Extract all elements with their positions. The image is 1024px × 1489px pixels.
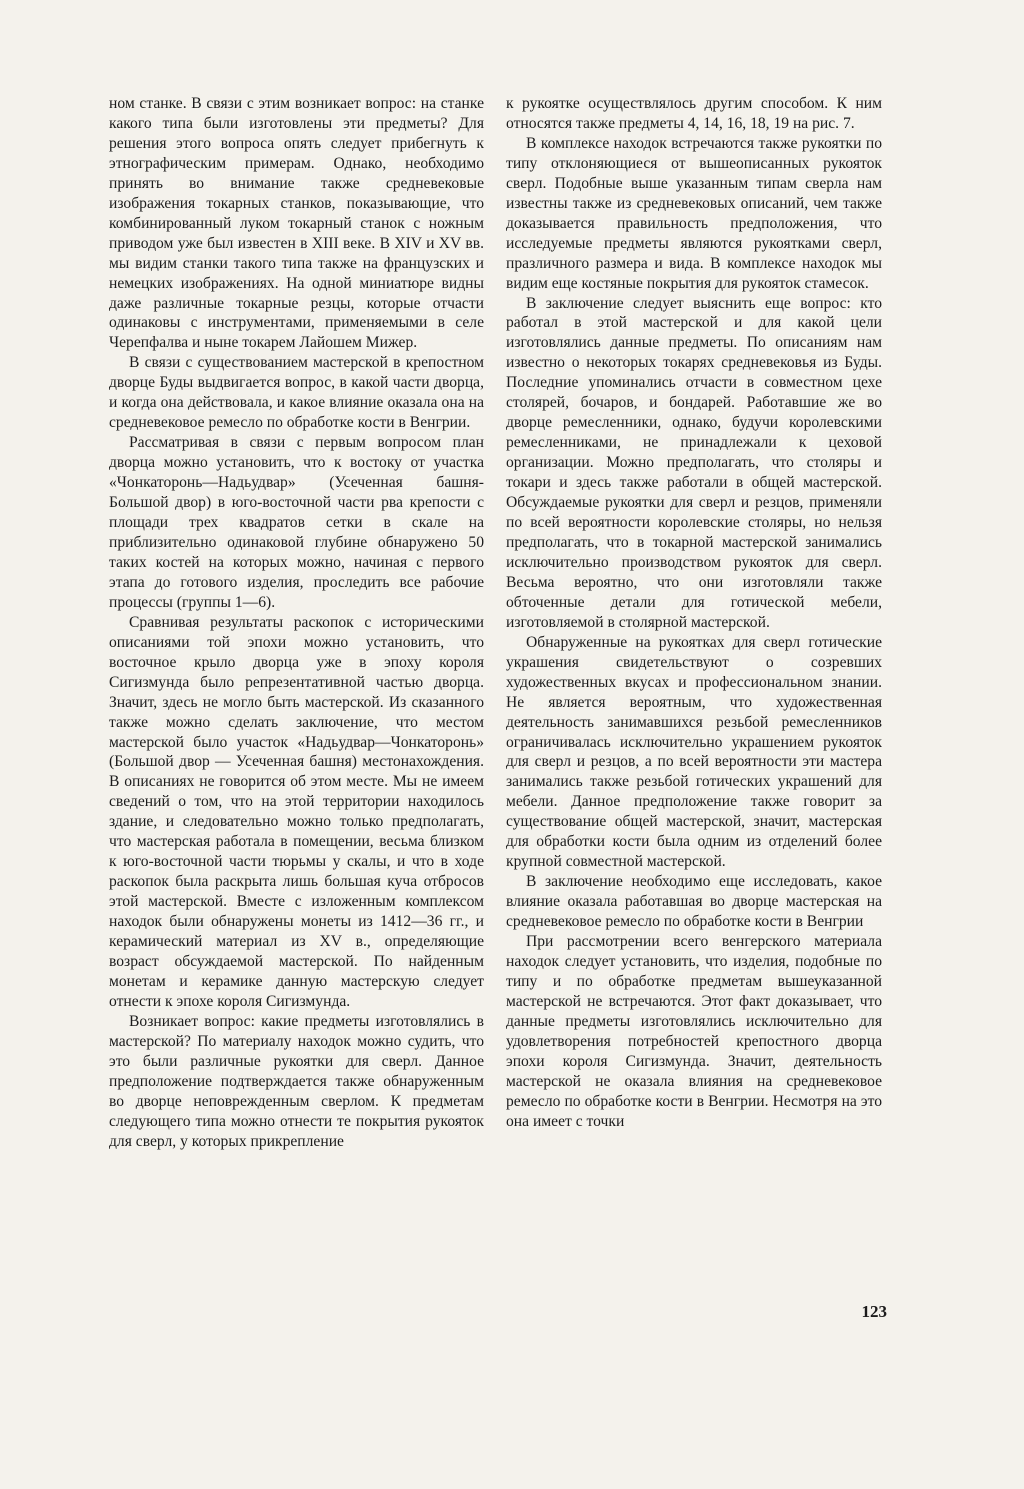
page-number: 123: [861, 1302, 887, 1321]
paragraph: Обнаруженные на рукоятках для сверл готические украшения свидетельствуют о созревших художественных вкусах и профессиональном знании. Не является вероятным, что художественная деятельность занимавшихся резьбой ремесленников ограничивалась исключительно украшением рукояток для сверл и резцов, а по всей вероятности эти мастера занимались также резьбой готических украшений для мебели. Данное предположение также говорит за существование общей мастерской, значит, мастерская для обработки кости была одним из отделений более крупной совместной мастерской.: [506, 633, 882, 871]
paragraph: В заключение следует выяснить еще вопрос: кто работал в этой мастерской и для какой цели изготовлялись данные предметы. По описаниям нам известно о некоторых токарях средневековья из Буды. Последние упоминались отчасти в совместном цехе столярей, бочаров, и бондарей. Работавшие же во дворце ремесленники, однако, будучи королевскими ремесленниками, не принадлежали к цеховой организации. Можно предполагать, что столяры и токари и здесь также работали в общей мастерской. Обсуждаемые рукоятки для сверл и резцов, применяли по всей вероятности королевские столяры, но нельзя предполагать, что в токарной мастерской занимались исключительно производством рукояток для сверл. Весьма вероятно, что они изготовляли также обточенные детали для готической мебели, изготовляемой в столярной мастерской.: [506, 294, 882, 631]
paragraph: В связи с существованием мастерской в крепостном дворце Буды выдвигается вопрос, в какой части дворца, и когда она действовала, и какое влияние оказала она на средневековое ремесло по обработке кости в Венгрии.: [109, 354, 484, 432]
paragraph: к рукоятке осуществлялось другим способом. К ним относятся также предметы 4, 14, 16, 18, 19 на рис. 7.: [506, 95, 882, 132]
right-text-column: [506, 94, 882, 1132]
paragraph: ном станке. В связи с этим возникает вопрос: на станке какого типа были изготовлены эти предметы? Для решения этого вопроса опять следует прибегнуть к этнографическим примерам. Однако, необходимо принять во внимание также средневековые изображения токарных станков, показывающие, что комбинированный луком токарный станок с ножным приводом уже был известен в XIII веке. В XIV и XV вв. мы видим станки такого типа также на французских и немецких изображениях. На одной миниатюре видны даже различные токарные резцы, которые отчасти одинаковы с инструментами, применяемыми в селе Черепфалва и ныне токарем Лайошем Мижер.: [109, 95, 484, 352]
left-text-column: [109, 94, 484, 1152]
paragraph: При рассмотрении всего венгерского материала находок следует установить, что изделия, подобные по типу и по обработке предметам вышеуказанной мастерской не встречаются. Этот факт доказывает, что данные предметы изготовлялись исключительно для удовлетворения потребностей крепостного дворца эпохи короля Сигизмунда. Значит, деятельность мастерской не оказала влияния на средневековое ремесло по обработке кости в Венгрии. Несмотря на это она имеет с точки: [506, 933, 882, 1130]
paragraph: Возникает вопрос: какие предметы изготовлялись в мастерской? По материалу находок можно судить, что это были различные рукоятки для сверл. Данное предположение подтверждается также обнаруженным во дворце неповрежденным сверлом. К предметам следующего типа можно отнести те покрытия рукояток для сверл, у которых прикрепление: [109, 1012, 484, 1150]
paragraph: Сравнивая результаты раскопок с историческими описаниями той эпохи можно установить, что восточное крыло дворца уже в эпоху короля Сигизмунда было репрезентативной частью дворца. Значит, здесь не могло быть мастерской. Из сказанного также можно сделать заключение, что местом мастерской было участок «Надьудвар—Чонкаторонь» (Большой двор — Усеченная башня) местонахождения. В описаниях не говорится об этом месте. Мы не имеем сведений о том, что на этой территории находилось здание, и следовательно можно только предполагать, что мастерская работала в помещении, весьма близком к юго-восточной части тюрьмы у скалы, и что в ходе раскопок была раскрыта лишь большая куча отбросов этой мастерской. Вместе с изложенным комплексом находок были обнаружены монеты из 1412—36 гг., и керамический материал из XV в., определяющие возраст обсуждаемой мастерской. По найденным монетам и керамике данную мастерскую следует отнести к эпохе короля Сигизмунда.: [109, 613, 484, 1010]
paragraph: Рассматривая в связи с первым вопросом план дворца можно установить, что к востоку от участка «Чонкаторонь—Надьудвар» (Усеченная башня-Большой двор) в юго-восточной части рва крепости с площади трех квадратов сетки в скале на приблизительно одинаковой глубине обнаружено 50 таких костей на которых можно, начиная с первого этапа до готового изделия, проследить все рабочие процессы (группы 1—6).: [109, 434, 484, 611]
paragraph: В заключение необходимо еще исследовать, какое влияние оказала работавшая во дворце мастерская на средневековое ремесло по обработке кости в Венгрии: [506, 873, 882, 931]
paragraph: В комплексе находок встречаются также рукоятки по типу отклоняющиеся от вышеописанных рукояток сверл. Подобные выше указанным типам сверла нам известны также из средневековых описаний, чем также доказывается правильность предположения, что исследуемые предметы являются рукоятками сверл, празличного размера и вида. В комплексе находок мы видим еще костяные покрытия для рукояток стамесок.: [506, 134, 882, 292]
